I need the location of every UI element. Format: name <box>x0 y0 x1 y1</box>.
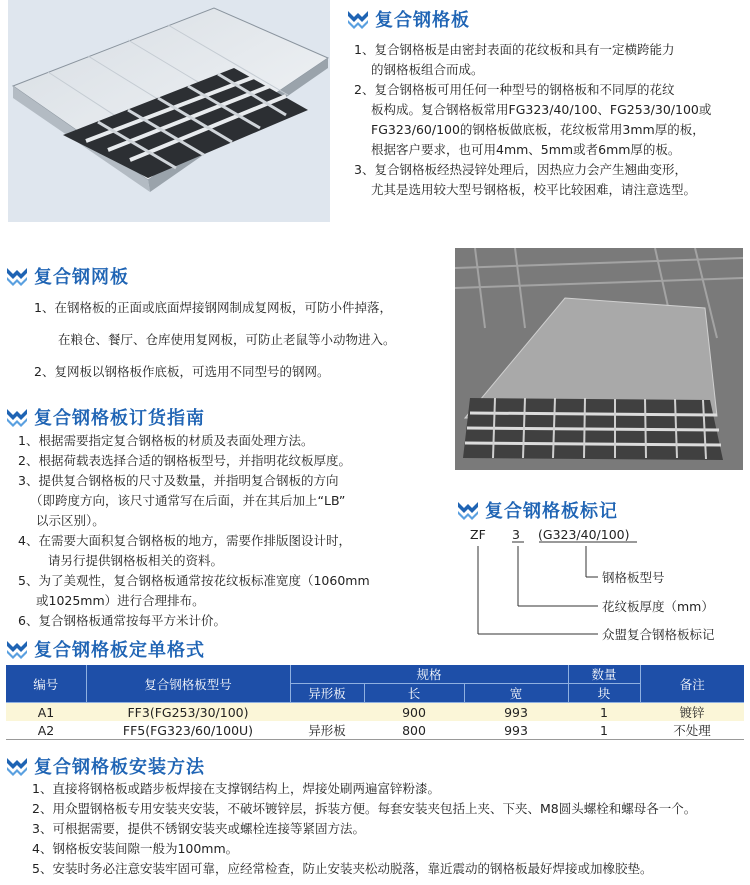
cell-model: FF5(FG323/60/100U) <box>86 721 290 740</box>
cell-id: A2 <box>6 721 86 740</box>
cell-length: 800 <box>364 721 464 740</box>
section-title: 复合钢格板订货指南 <box>34 408 205 429</box>
table-row <box>6 721 744 740</box>
cell-width: 993 <box>464 721 568 740</box>
paragraph-line: 3、可根据需要，提供不锈钢安装夹或螺栓连接等紧固方法。 <box>32 821 365 836</box>
cell-id: A1 <box>6 703 86 722</box>
paragraph-line: 1、复合钢格板是由密封表面的花纹板和具有一定横跨能力 <box>354 42 675 57</box>
installation-list <box>32 779 696 879</box>
paragraph-line: 1、在钢格板的正面或底面焊接钢网制成复网板，可防小件掉落， <box>34 300 392 315</box>
paragraph-line: 在粮仓、餐厅、仓库使用复网板，可防止老鼠等小动物进入。 <box>58 332 396 347</box>
paragraph-line: 4、在需要大面积复合钢格板的地方，需要作排版图设计时， <box>18 533 351 548</box>
paragraph-line: 3、提供复合钢格板的尺寸及数量，并指明复合钢板的方向 <box>18 473 339 488</box>
section-ordering-guide-header <box>6 404 205 430</box>
section-title: 复合钢格板安装方法 <box>34 757 205 778</box>
paragraph-line: 2、复网板以钢格板作底板，可选用不同型号的钢网。 <box>34 364 330 379</box>
section-order-format-header <box>6 636 205 662</box>
paragraph-line: 请另行提供钢格板相关的资料。 <box>48 553 224 568</box>
composite-grating-stack-photo <box>455 248 743 470</box>
paragraph-line: FG323/60/100的钢格板做底板，花纹板常用3mm厚的板， <box>371 122 705 137</box>
marking-label-mark: 众盟复合钢格板标记 <box>602 627 715 642</box>
section-title: 复合钢格板标记 <box>485 501 618 522</box>
paragraph-line: 2、复合钢格板可用任何一种型号的钢格板和不同厚的花纹 <box>354 82 675 97</box>
order-format-table <box>6 665 744 740</box>
section-installation-header <box>6 753 205 779</box>
logo-icon <box>347 8 369 30</box>
composite-grating-description <box>354 40 711 200</box>
cell-note: 镀锌 <box>640 703 744 722</box>
logo-icon <box>6 755 28 777</box>
section-marking-header <box>457 497 618 523</box>
paragraph-line: 的钢格板组合而成。 <box>371 62 484 77</box>
paragraph-line: 4、钢格板安装间隙一般为100mm。 <box>32 841 239 856</box>
paragraph-line: 2、根据荷载表选择合适的钢格板型号，并指明花纹板厚度。 <box>18 453 351 468</box>
composite-mesh-description <box>34 297 396 383</box>
paragraph-line: 根据客户要求，也可用4mm、5mm或者6mm厚的板。 <box>371 142 681 157</box>
header-model: 复合钢格板型号 <box>86 665 290 703</box>
composite-grating-photo <box>8 0 330 222</box>
cell-width: 993 <box>464 703 568 722</box>
section-composite-mesh-header <box>6 263 129 289</box>
cell-length: 900 <box>364 703 464 722</box>
cell-note: 不处理 <box>640 721 744 740</box>
paragraph-line: 以示区别）。 <box>36 513 105 528</box>
logo-icon <box>457 499 479 521</box>
section-composite-grating-header <box>347 6 470 32</box>
logo-icon <box>6 406 28 428</box>
section-title: 复合钢网板 <box>34 267 129 288</box>
header-shaped: 异形板 <box>290 684 364 703</box>
section-title: 复合钢格板定单格式 <box>34 640 205 661</box>
ordering-guide-list <box>18 431 370 631</box>
logo-icon <box>6 265 28 287</box>
section-title: 复合钢格板 <box>375 10 470 31</box>
header-length: 长 <box>364 684 464 703</box>
marking-label-thickness: 花纹板厚度（mm） <box>602 599 714 614</box>
paragraph-line: 5、安装时务必注意安装牢固可靠，应经常检查，防止安装夹松动脱落，靠近震动的钢格板最好焊接或加橡胶垫。 <box>32 861 653 876</box>
paragraph-line: （即跨度方向，该尺寸通常写在后面，并在其后加上“LB” <box>30 493 346 508</box>
header-qty: 数量 <box>568 665 640 684</box>
paragraph-line: 尤其是选用较大型号钢格板，校平比较困难，请注意选型。 <box>371 182 697 197</box>
marking-code-prefix: ZF <box>470 527 486 542</box>
marking-code-thickness: 3 <box>512 527 520 542</box>
paragraph-line: 1、根据需要指定复合钢格板的材质及表面处理方法。 <box>18 433 314 448</box>
header-spec: 规格 <box>290 665 568 684</box>
paragraph-line: 6、复合钢格板通常按每平方米计价。 <box>18 613 226 628</box>
cell-qty: 1 <box>568 721 640 740</box>
marking-label-model: 钢格板型号 <box>602 570 665 585</box>
cell-qty: 1 <box>568 703 640 722</box>
header-note: 备注 <box>640 665 744 703</box>
header-id: 编号 <box>6 665 86 703</box>
paragraph-line: 1、直接将钢格板或踏步板焊接在支撑钢结构上，焊接处刷两遍富锌粉漆。 <box>32 781 440 796</box>
paragraph-line: 3、复合钢格板经热浸锌处理后，因热应力会产生翘曲变形， <box>354 162 687 177</box>
paragraph-line: 5、为了美观性，复合钢格板通常按花纹板标准宽度（1060mm <box>18 573 370 588</box>
cell-shaped <box>290 703 364 722</box>
header-width: 宽 <box>464 684 568 703</box>
logo-icon <box>6 638 28 660</box>
cell-model: FF3(FG253/30/100) <box>86 703 290 722</box>
paragraph-line: 板构成。复合钢格板常用FG323/40/100、FG253/30/100或 <box>371 102 712 117</box>
marking-code-model: (G323/40/100) <box>538 527 630 542</box>
table-row <box>6 703 744 722</box>
paragraph-line: 2、用众盟钢格板专用安装夹安装，不破坏镀锌层，拆装方便。每套安装夹包括上夹、下夹、M8圆头螺栓和螺母各一个。 <box>32 801 697 816</box>
marking-diagram <box>464 524 749 644</box>
header-unit: 块 <box>568 684 640 703</box>
cell-shaped: 异形板 <box>290 721 364 740</box>
paragraph-line: 或1025mm）进行合理排布。 <box>36 593 205 608</box>
